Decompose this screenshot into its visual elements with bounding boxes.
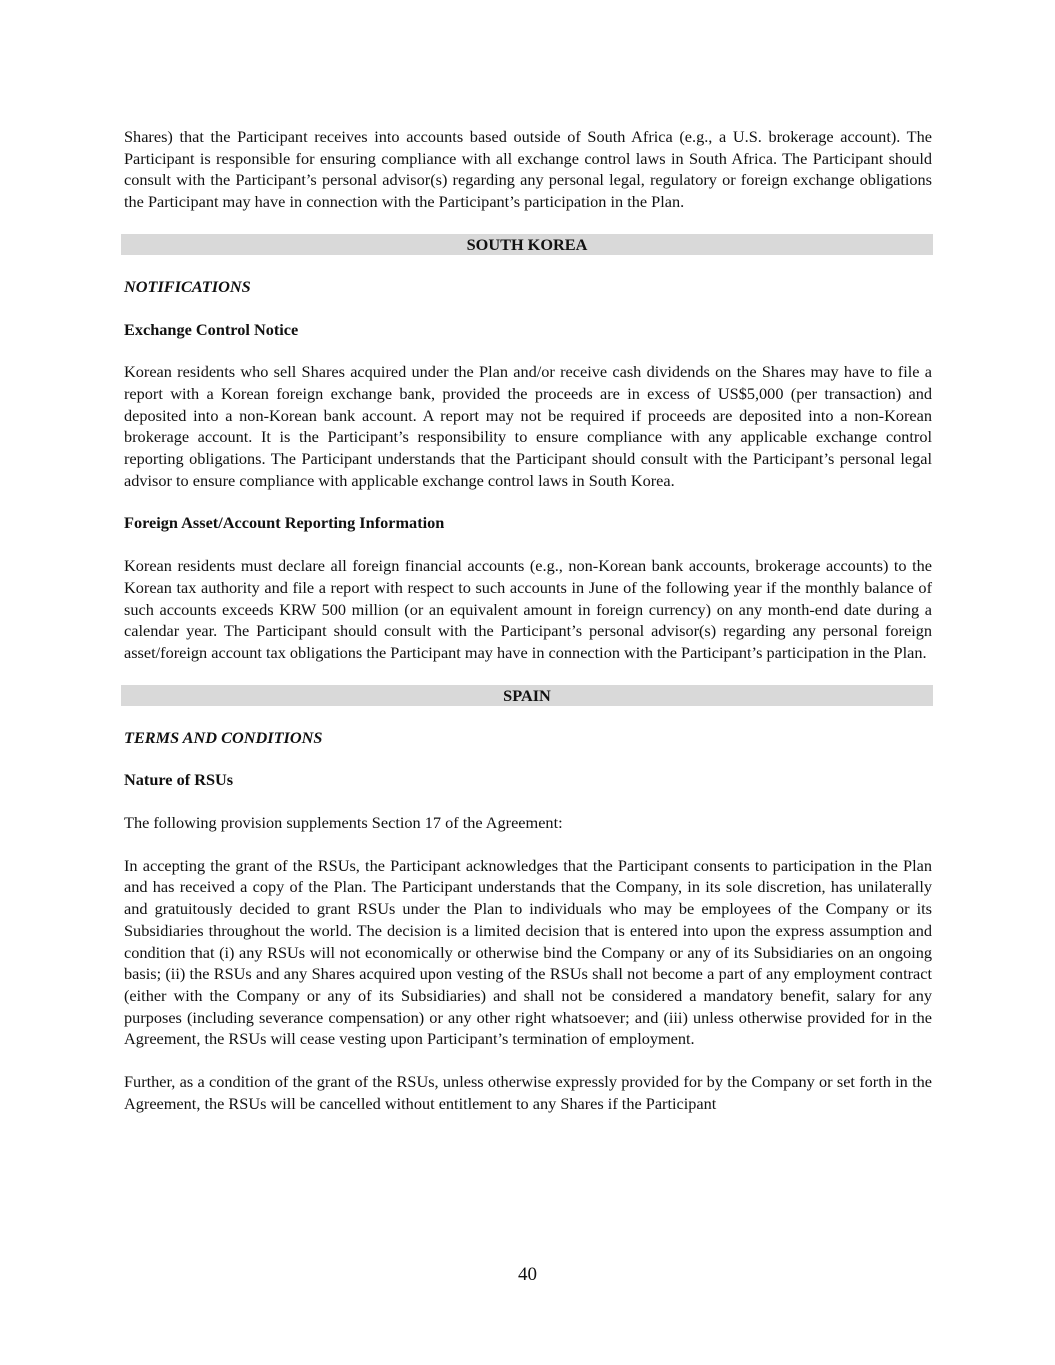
heading-exchange-control: Exchange Control Notice <box>124 319 299 339</box>
paragraph-supplement: The following provision supplements Section 17 of the Agreement: <box>124 813 563 833</box>
heading-foreign-asset: Foreign Asset/Account Reporting Information <box>124 513 445 533</box>
heading-nature-of-rsus: Nature of RSUs <box>124 770 234 790</box>
country-banner-spain: SPAIN <box>121 685 933 706</box>
section-label-notifications: NOTIFICATIONS <box>124 276 251 296</box>
document-body <box>124 126 932 1115</box>
section-label-terms: TERMS AND CONDITIONS <box>124 727 323 747</box>
paragraph-accepting: In accepting the grant of the RSUs, the Participant acknowledges that the Participant consents to participation in the Plan and has received a copy of the Plan. The Participant understands that the Company, in its sole discretion, has unilaterally and gratuitously decided to grant RSUs under the Plan to individuals who may be employees of the Company or its Subsidiaries throughout the world. The decision is a limited decision that is entered into upon the express assumption and condition that (i) any RSUs will not economically or otherwise bind the Company or any of its Subsidiaries on an ongoing basis; (ii) the RSUs and any Shares acquired upon vesting of the RSUs shall not become a part of any employment contract (either with the Company or any of its Subsidiaries) and shall not be considered a mandatory benefit, salary for any purposes (including severance compensation) or any other right whatsoever; and (iii) unless otherwise provided for in the Agreement, the RSUs will cease vesting upon Participant’s termination of employment. <box>124 855 932 1049</box>
country-banner-south-korea: SOUTH KOREA <box>121 234 933 255</box>
page-number: 40 <box>518 1264 537 1285</box>
paragraph-foreign-asset: Korean residents must declare all foreign financial accounts (e.g., non-Korean bank accounts, brokerage accounts) to the Korean tax authority and file a report with respect to such accounts in June of the following year if the monthly balance of such accounts exceeds KRW 500 million (or an equivalent amount in foreign currency) on any month-end date during a calendar year. The Participant should consult with the Participant’s personal advisor(s) regarding any personal foreign asset/foreign account tax obligations the Participant may have in connection with the Participant’s participation in the Plan. <box>124 556 932 662</box>
paragraph-exchange-control: Korean residents who sell Shares acquired under the Plan and/or receive cash dividends on the Shares may have to file a report with a Korean foreign exchange bank, provided the proceeds are in excess of US$5,000 (per transaction) and deposited into a non-Korean bank account. A report may not be required if proceeds are deposited into a non-Korean brokerage account. It is the Participant’s responsibility to ensure compliance with any applicable exchange control reporting obligations. The Participant understands that the Participant should consult with the Participant’s personal legal advisor to ensure compliance with applicable exchange control laws in South Korea. <box>124 362 932 490</box>
intro-paragraph: Shares) that the Participant receives into accounts based outside of South Africa (e.g., a U.S. brokerage account). The Participant is responsible for ensuring compliance with all exchange control laws in South Africa. The Participant should consult with the Participant’s personal advisor(s) regarding any personal legal, regulatory or foreign exchange obligations the Participant may have in connection with the Participant’s participation in the Plan. <box>124 127 932 212</box>
paragraph-further: Further, as a condition of the grant of the RSUs, unless otherwise expressly provided for by the Company or set forth in the Agreement, the RSUs will be cancelled without entitlement to any Shares if the Participant <box>124 1072 932 1113</box>
